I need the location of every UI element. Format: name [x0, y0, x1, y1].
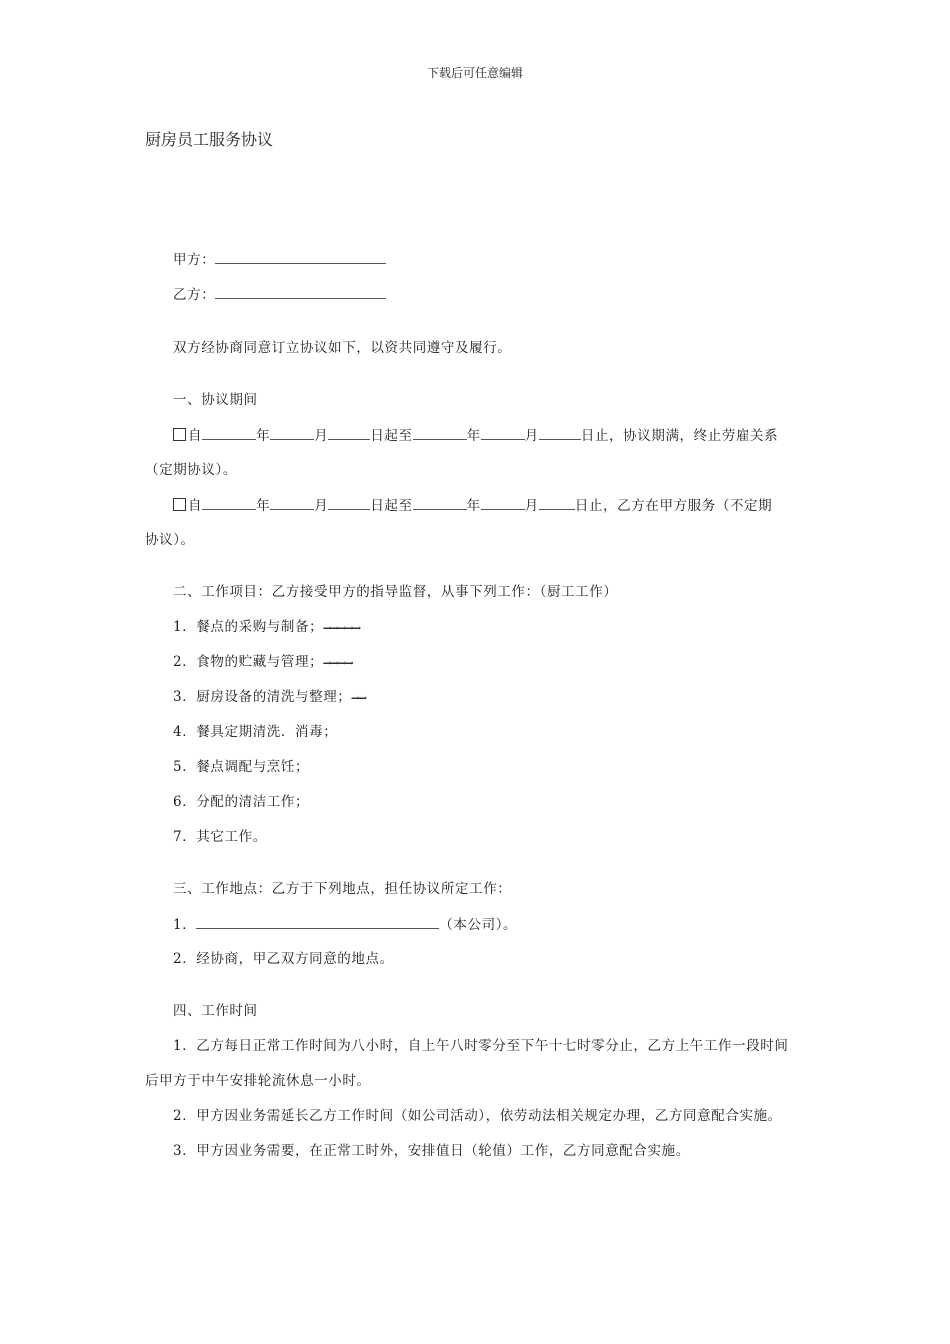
- option1-month: 月: [314, 428, 329, 444]
- work-item: [173, 757, 309, 777]
- blank: [539, 425, 581, 440]
- checkbox-icon: [173, 498, 186, 511]
- option2-tail: 日止，乙方在甲方服务（不定期: [574, 498, 773, 514]
- section3-heading: 三、工作地点：乙方于下列地点，担任协议所定工作：: [173, 881, 512, 897]
- option1-tail: 日止，协议期满，终止劳雇关系: [580, 428, 779, 444]
- work-item-text: 4．餐具定期清洗．消毒；: [173, 724, 338, 740]
- option1-year2: 年: [466, 428, 481, 444]
- work-item: [173, 617, 360, 639]
- blank: [270, 425, 314, 440]
- option2-month: 月: [314, 498, 329, 514]
- party-a-blank: [215, 249, 386, 264]
- blank: [202, 425, 256, 440]
- option2-year2: 年: [466, 498, 481, 514]
- work-item-text: 5．餐点调配与烹饪；: [173, 759, 310, 775]
- document-title: 厨房员工服务协议: [145, 130, 274, 149]
- location-item-1-tail: （本公司）。: [439, 917, 518, 933]
- work-item: [173, 652, 353, 674]
- party-b-label: 乙方：: [173, 287, 216, 303]
- page-header: 下载后可任意编辑: [426, 66, 523, 80]
- option2-month2: 月: [524, 498, 539, 514]
- blank: [481, 425, 525, 440]
- blank: [539, 495, 575, 510]
- work-item: [173, 687, 366, 709]
- work-item-text: 6．分配的清洁工作；: [173, 794, 310, 810]
- period-option-1-cont: （定期协议）。: [145, 462, 237, 478]
- worktime-item-1: 1．乙方每日正常工作时间为八小时，自上午八时零分至下午十七时零分止，乙方上午工作一段时间: [173, 1038, 789, 1054]
- blank: [413, 495, 467, 510]
- checkbox-icon: [173, 428, 186, 441]
- location-blank: [196, 914, 439, 929]
- arrow-marks: →→→→: [323, 658, 353, 669]
- period-option-2-cont: 协议）。: [145, 532, 195, 548]
- worktime-item-2: 2．甲方因业务需延长乙方工作时间（如公司活动），依劳动法相关规定办理，乙方同意配合实施。: [173, 1108, 782, 1124]
- option2-pre: 自: [188, 498, 203, 514]
- work-item: [173, 792, 309, 812]
- option1-month2: 月: [524, 428, 539, 444]
- work-item-text: 2．食物的贮藏与管理；: [173, 654, 324, 670]
- period-option-1: [173, 425, 778, 446]
- blank: [481, 495, 525, 510]
- worktime-item-1-cont: 后甲方于中午安排轮流休息一小时。: [145, 1073, 371, 1089]
- section1-heading: 一、协议期间: [173, 392, 258, 408]
- option2-year: 年: [256, 498, 271, 514]
- party-a-line: [173, 249, 386, 270]
- section4-heading: 四、工作时间: [173, 1003, 258, 1019]
- worktime-item-3: 3．甲方因业务需要，在正常工时外，安排值日（轮值）工作，乙方同意配合实施。: [173, 1143, 690, 1159]
- arrow-marks: →→→→→: [323, 623, 361, 634]
- work-item-text: 1．餐点的采购与制备；: [173, 619, 324, 635]
- blank: [328, 495, 370, 510]
- period-option-2: [173, 495, 772, 516]
- location-item-1-num: 1．: [173, 917, 197, 933]
- blank: [328, 425, 370, 440]
- work-item-text: 7．其它工作。: [173, 829, 267, 845]
- location-item-2: 2．经协商，甲乙双方同意的地点。: [173, 951, 394, 967]
- intro-text: 双方经协商同意订立协议如下，以资共同遵守及履行。: [173, 340, 512, 356]
- work-item: [173, 827, 267, 847]
- blank: [270, 495, 314, 510]
- party-b-line: [173, 284, 386, 305]
- option1-day-from: 日起至: [370, 428, 413, 444]
- arrow-marks: →→: [351, 693, 367, 704]
- party-b-blank: [215, 284, 386, 299]
- party-a-label: 甲方：: [173, 252, 216, 268]
- location-item-1: [173, 914, 517, 935]
- blank: [202, 495, 256, 510]
- option2-day-from: 日起至: [370, 498, 413, 514]
- section2-heading: 二、工作项目：乙方接受甲方的指导监督，从事下列工作：（厨工工作）: [173, 584, 618, 600]
- option1-pre: 自: [188, 428, 203, 444]
- work-item: [173, 722, 337, 742]
- blank: [413, 425, 467, 440]
- work-item-text: 3．厨房设备的清洗与整理；: [173, 689, 352, 705]
- option1-year: 年: [256, 428, 271, 444]
